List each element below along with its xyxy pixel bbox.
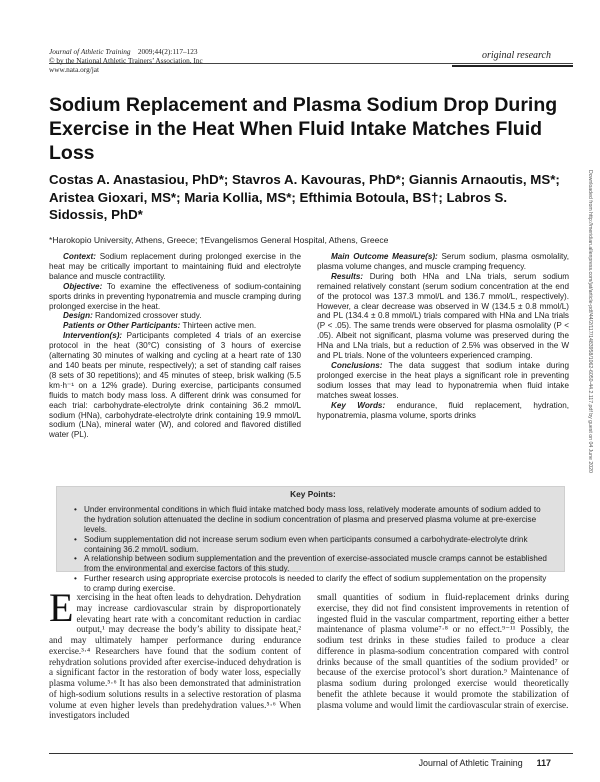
- page-footer: [419, 758, 551, 768]
- article-authors: Costas A. Anastasiou, PhD*; Stavros A. Kavouras, PhD*; Giannis Arnaoutis, MS*; Aristea Gioxari, MS*; Maria Kollia, MS*; Efthimia Botoula, BS†; Labros S. Sidossis, PhD*: [49, 172, 560, 222]
- drop-cap: E: [49, 585, 74, 630]
- key-point-item: • Further research using appropriate exercise protocols is needed to clarify the effect of sodium supplementation on the propensity to cramp during exercise.: [74, 574, 547, 594]
- footer-divider: [49, 753, 573, 754]
- abstract-intervention: Intervention(s): Participants completed 4 trials of an exercise protocol in the heat (30°C) consisting of 3 hours of exercise (alternating 30 minutes of walking and cycling at a heart rate of 130 and 140 beats per minute, respectively); a set of standing calf raises (8 sets of 30 repetitions); and 45 minutes of steep, brisk walking (5.5 km·h⁻¹ on a 12% grade). During exercise, participants consumed fluids to match body mass loss. A different drink was consumed for each trial: carbohydrate-electrolyte drink containing 36.2 mmol/L sodium (HNa), carbohydrate-electrolyte drink containing 19.9 mmol/L sodium (LNa), mineral water (W), and colored and flavored distilled water (PL).: [49, 331, 301, 440]
- abstract-context: Context: Sodium replacement during prolonged exercise in the heat may be critically important to maintaining fluid and electrolyte balance and muscle contractility.: [49, 252, 301, 281]
- abstract-objective: Objective: To examine the effectiveness of sodium-containing sports drinks in preventing hyponatremia and muscle cramping during prolonged exercise in the heat.: [49, 281, 301, 311]
- abstract-left-column: [49, 252, 301, 440]
- key-point-item: • A relationship between sodium supplementation and the prevention of exercise-associated muscle cramps cannot be established from the environmental and exercise factors of this study.: [74, 554, 547, 574]
- body-left-column: [49, 585, 301, 721]
- abstract-design: Design: Randomized crossover study.: [63, 311, 202, 321]
- download-side-note: [586, 170, 593, 550]
- body-right-column: [317, 592, 569, 710]
- page-number: 117: [536, 758, 551, 768]
- section-label: original research: [482, 50, 551, 61]
- section-underline: [452, 65, 573, 67]
- footer-journal: Journal of Athletic Training: [418, 758, 523, 768]
- journal-citation-line: [49, 47, 203, 56]
- abstract-results: Results: During both HNa and LNa trials, serum sodium remained relatively constant (serum sodium concentration at the end of the protocol was 137.3 mmol/L and 136.7 mmol/L, respectively). However, a clear decrease was observed in W (134.5 ± 0.8 mmol/L) and PL (134.4 ± 0.8 mmol/L) trials compared with HNa and LNa trials (P < .05). The same trends were observed for plasma osmolality (P < .05). Albeit not significant, plasma volume was preserved during the HNa and LNa trials, but a reduction of 2.5% was observed in the W and PL trials. None of the volunteers experienced cramping.: [317, 271, 569, 361]
- bullet-icon: •: [74, 574, 77, 584]
- abstract-right-column: [317, 252, 569, 420]
- body-right-text: small quantities of sodium in fluid-replacement drinks during exercise, they did not find consistent improvements in retention of ingested fluid in the vascular compartment, reporting either a better maintenance of plasma volume⁷·⁸ or no effect.⁹⁻¹¹ Possibly, the sodium test drinks in these studies failed to produce a clear difference in plasma-sodium concentration compared with control drinks because of the small quantities of the sodium provided⁷ or because of the exercise protocol’s short duration.⁹ Maintenance of plasma sodium during prolonged exercise would theoretically benefit the athlete because it would promote the stabilization of plasma volume and would limit the cardiovascular strain of exercise.: [317, 592, 569, 710]
- bullet-icon: •: [74, 554, 77, 564]
- download-note-text: Downloaded from http://meridian.allenpress.com/jat/article-pdf/44/2/117/1483958/1062-6050-44.2.117.pdf by guest on 04 June 2020: [587, 170, 593, 473]
- abstract-participants: Patients or Other Participants: Thirteen active men.: [63, 321, 257, 331]
- article-title: Sodium Replacement and Plasma Sodium Drop During Exercise in the Heat When Fluid Intake Matches Fluid Loss: [49, 94, 558, 164]
- abstract-key-words: Key Words: endurance, fluid replacement, hydration, hyponatremia, plasma volume, sports drinks: [317, 400, 569, 420]
- key-points-title: Key Points:: [290, 489, 336, 499]
- body-left-text: xercising in the heat often leads to dehydration. Dehydration may increase cardiovascular strain by disproportionately elevating heart rate with a concomitant reduction in cardiac output,¹ may decrease the body’s ability to dissipate heat,² and may ultimately hamper performance during endurance exercise.³·⁴ Researchers have found that the sodium content of rehydration solutions provided after exercise-induced dehydration is a significant factor in the restoration of body water loss, especially plasma volume.⁵·⁶ It has also been demonstrated that administration of high-sodium solutions results in a selective restoration of plasma volume at even higher levels than predehydration values.⁵·⁶ When investigators included: [49, 592, 301, 721]
- journal-citation: 2009;44(2):117–123: [137, 47, 198, 56]
- key-points-box: [56, 486, 565, 594]
- header-divider: [49, 63, 573, 64]
- journal-url: www.nata.org/jat: [49, 65, 100, 74]
- bullet-icon: •: [74, 504, 77, 514]
- author-affiliations: *Harokopio University, Athens, Greece; †Evangelismos General Hospital, Athens, Greece: [49, 235, 389, 245]
- journal-header: [49, 47, 203, 74]
- key-point-item: • Sodium supplementation did not increase serum sodium even when participants consumed a carbohydrate-electrolyte drink containing 36.2 mmol/L sodium.: [74, 534, 528, 554]
- journal-copyright: © by the National Athletic Trainers’ Association, Inc: [49, 56, 203, 65]
- abstract-outcome-measures: Main Outcome Measure(s): Serum sodium, plasma osmolality, plasma volume changes, and muscle cramping frequency.: [317, 252, 569, 271]
- key-points-list: [74, 505, 552, 594]
- journal-name: Journal of Athletic Training: [49, 47, 131, 56]
- abstract-conclusions: Conclusions: The data suggest that sodium intake during prolonged exercise in the heat plays a significant role in preventing sodium losses that may lead to hyponatremia when fluid intake matches sweat losses.: [317, 360, 569, 400]
- key-point-item: • Under environmental conditions in which fluid intake matched body mass loss, relatively moderate amounts of sodium added to the hydration solution attenuated the decline in sodium concentration of plasma and preserved plasma volume at pre-exercise levels.: [74, 504, 541, 534]
- bullet-icon: •: [74, 534, 77, 544]
